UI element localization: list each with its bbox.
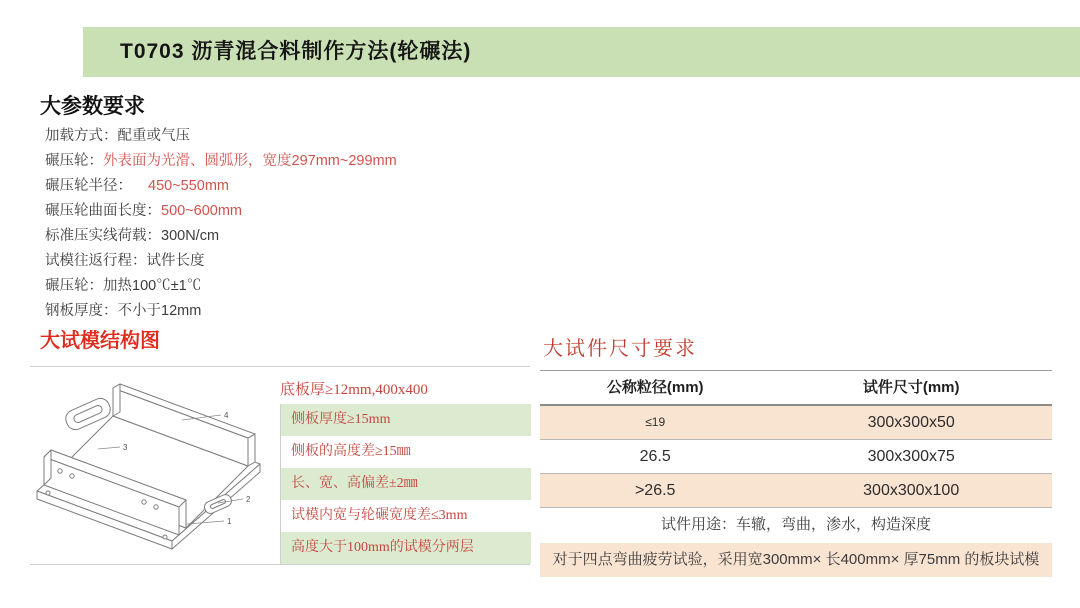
param-label: 碾压轮曲面长度： <box>45 203 161 219</box>
diagram-part-label-1: 1 <box>227 517 232 526</box>
diagram-part-label-4: 4 <box>224 411 229 420</box>
param-value: 加热100℃±1℃ <box>103 278 202 294</box>
param-label: 钢板厚度： <box>45 303 118 319</box>
title-banner <box>83 27 1080 77</box>
param-label: 碾压轮： <box>45 278 103 294</box>
param-row-stroke <box>45 249 515 274</box>
param-value: 外表面为光滑、圆弧形，宽度297mm~299mm <box>103 153 397 169</box>
cell-nominal-size: ≤19 <box>645 415 666 429</box>
diagram-part-label-3: 3 <box>123 443 128 452</box>
table-row <box>540 474 1052 508</box>
spec-section-heading: 大试件尺寸要求 <box>543 338 697 360</box>
divider-line <box>30 366 530 367</box>
param-row-curve-length <box>45 199 515 224</box>
param-row-roller-surface <box>45 149 515 174</box>
specimen-size-table <box>540 370 1052 577</box>
annotation-row: 侧板的高度差≥15㎜ <box>291 444 411 459</box>
cell-specimen-dim: 300x300x75 <box>867 448 955 465</box>
params-heading: 大参数要求 <box>40 95 145 118</box>
param-row-roller-radius <box>45 174 515 199</box>
annotation-row: 侧板厚度≥15mm <box>281 404 531 436</box>
page-title: T0703 沥青混合料制作方法(轮碾法) <box>120 40 472 63</box>
param-row-roller-heat <box>45 274 515 299</box>
mold-diagram-svg <box>32 374 272 564</box>
diagram-part-label-2: 2 <box>246 495 251 504</box>
table-row <box>540 406 1052 440</box>
annotation-row: 高度大于100mm的试模分两层 <box>281 532 531 564</box>
param-row-line-load <box>45 224 515 249</box>
column-header-specimen-dim: 试件尺寸(mm) <box>862 379 960 396</box>
specimen-usage-note: 试件用途：车辙，弯曲，渗水，构造深度 <box>660 516 931 533</box>
mold-section-heading: 大试模结构图 <box>40 330 160 352</box>
column-header-nominal-size: 公称粒径(mm) <box>606 379 704 396</box>
table-row <box>540 440 1052 474</box>
cell-nominal-size: 26.5 <box>639 448 671 465</box>
mold-annotations <box>280 404 531 564</box>
param-value: 450~550mm <box>148 178 230 194</box>
annotation-row: 试模内宽与轮碾宽度差≤3mm <box>291 508 468 523</box>
fatigue-test-note: 对于四点弯曲疲劳试验，采用宽300mm× 长400mm× 厚75mm 的板块试模 <box>540 543 1052 577</box>
param-label: 标准压实线荷载： <box>45 228 161 244</box>
param-value: 500~600mm <box>161 203 243 219</box>
param-row-plate-thickness <box>45 299 515 324</box>
param-label: 碾压轮： <box>45 153 103 169</box>
divider-line <box>30 564 530 565</box>
param-value: 配重或气压 <box>117 128 190 144</box>
param-label: 加载方式： <box>45 128 118 144</box>
param-value: 不小于12mm <box>117 303 202 319</box>
table-header-row <box>540 370 1052 406</box>
param-value: 试件长度 <box>146 253 205 269</box>
cell-nominal-size: >26.5 <box>634 482 676 499</box>
cell-specimen-dim: 300x300x100 <box>863 482 960 499</box>
param-value: 300N/cm <box>161 228 220 244</box>
param-label: 碾压轮半径： <box>45 178 132 194</box>
base-plate-note: 底板厚≥12mm,400x400 <box>280 378 530 405</box>
param-row-loading-method <box>45 124 515 149</box>
cell-specimen-dim: 300x300x50 <box>867 414 955 431</box>
params-list <box>45 124 515 324</box>
annotation-row: 长、宽、高偏差±2㎜ <box>281 468 531 500</box>
param-label: 试模往返行程： <box>45 253 147 269</box>
mold-isometric-diagram <box>32 374 272 564</box>
